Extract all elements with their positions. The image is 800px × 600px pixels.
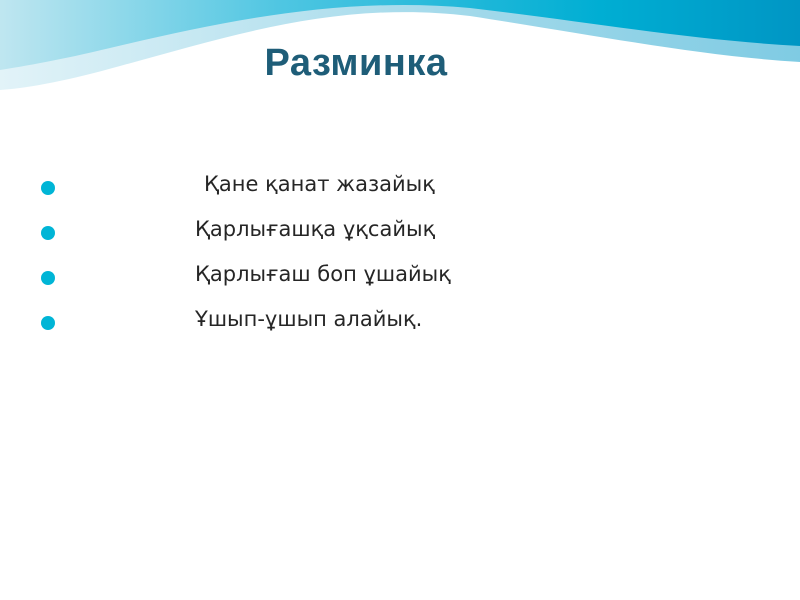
list-item bbox=[0, 258, 800, 303]
list-item bbox=[0, 303, 800, 348]
bullet-dot-icon bbox=[41, 316, 55, 330]
list-item bbox=[0, 168, 800, 213]
bullet-dot-icon bbox=[41, 226, 55, 240]
bullet-list bbox=[0, 168, 800, 348]
list-item bbox=[0, 213, 800, 258]
bullet-dot-icon bbox=[41, 271, 55, 285]
bullet-text: Қане қанат жазайық bbox=[204, 172, 435, 196]
bullet-text: Қарлығашқа ұқсайық bbox=[195, 217, 436, 241]
slide-title: Разминка bbox=[264, 42, 448, 84]
bullet-dot-icon bbox=[41, 181, 55, 195]
bullet-text: Қарлығаш боп ұшайық bbox=[195, 262, 451, 286]
bullet-text: Ұшып-ұшып алайық. bbox=[195, 307, 423, 331]
